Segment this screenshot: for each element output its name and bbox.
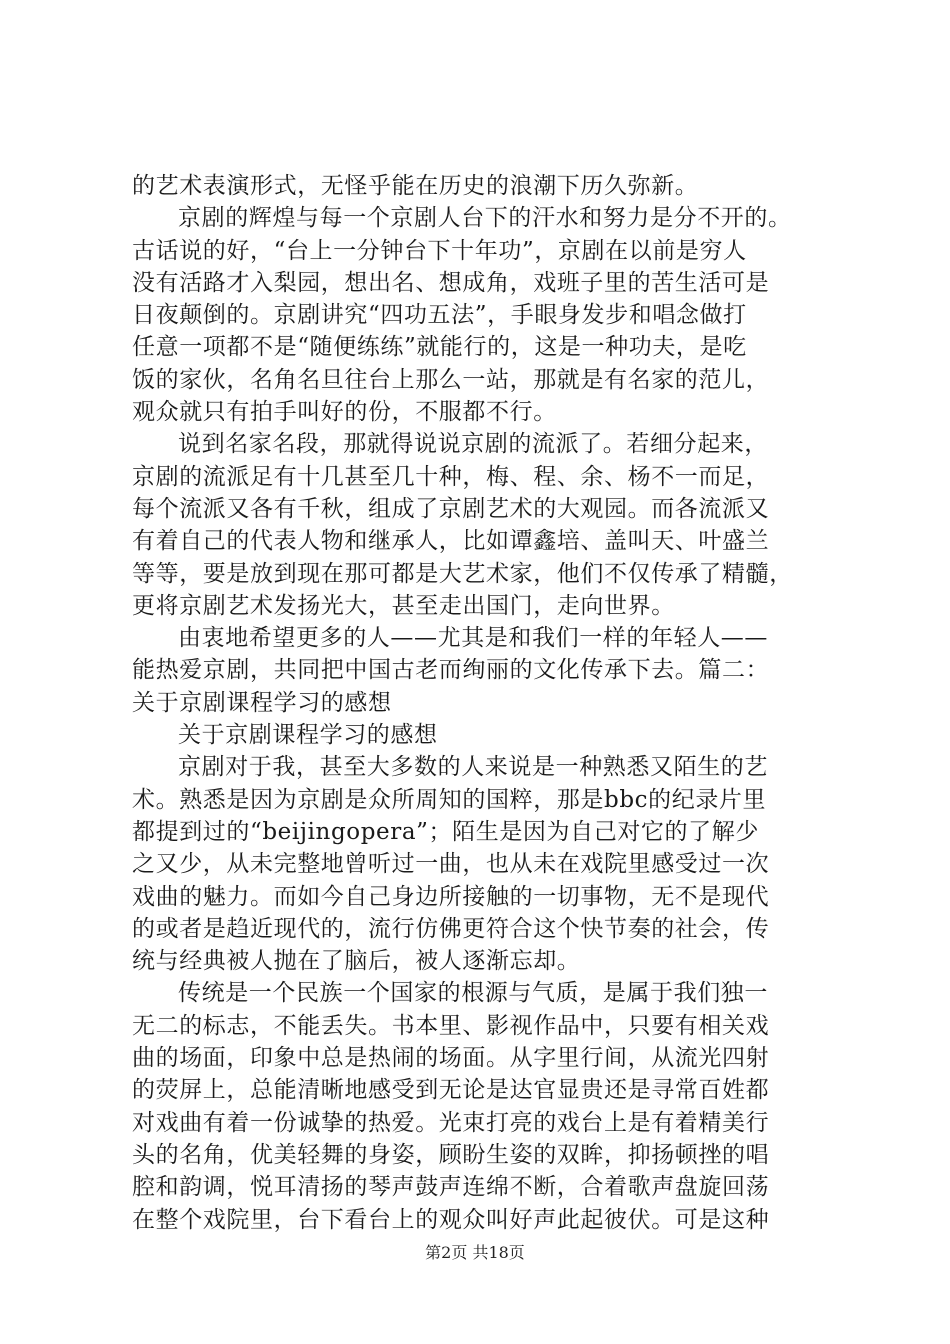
text-line: 腔和韵调，悦耳清扬的琴声鼓声连绵不断，合着歌声盘旋回荡 [132,1174,770,1201]
text-line: 观众就只有拍手叫好的份，不服都不行。 [132,399,557,426]
text-line: 没有活路才入梨园，想出名、想成角，戏班子里的苦生活可是 [132,269,770,296]
text-line: 能热爱京剧，共同把中国古老而绚丽的文化传承下去。篇二： [132,657,770,684]
text-line: 说到名家名段，那就得说说京剧的流派了。若细分起来， [178,431,768,458]
text-line: 头的名角，优美轻舞的身姿，顾盼生姿的双眸，抑扬顿挫的唱 [132,1141,770,1168]
text-line: 无二的标志，不能丢失。书本里、影视作品中，只要有相关戏 [132,1012,770,1039]
text-line: 等等，要是放到现在那可都是大艺术家，他们不仅传承了精髓， [132,560,793,587]
text-line: 京剧的辉煌与每一个京剧人台下的汗水和努力是分不开的。 [178,205,792,232]
text-line: 日夜颠倒的。京剧讲究“四功五法”，手眼身发步和唱念做打 [132,302,747,329]
text-line: 的艺术表演形式，无怪乎能在历史的浪潮下历久弥新。 [132,173,699,199]
text-line: 之又少，从未完整地曾听过一曲，也从未在戏院里感受过一次 [132,851,770,878]
text-line: 的或者是趋近现代的，流行仿佛更符合这个快节奏的社会，传 [132,915,770,942]
text-line: 由衷地希望更多的人——尤其是和我们一样的年轻人—— [178,625,768,652]
text-line: 传统是一个民族一个国家的根源与气质，是属于我们独一 [178,980,768,1007]
text-line: 古话说的好，“台上一分钟台下十年功”，京剧在以前是穷人 [132,237,747,264]
text-line: 的荧屏上，总能清晰地感受到无论是达官显贵还是寻常百姓都 [132,1077,770,1104]
text-line: 在整个戏院里，台下看台上的观众叫好声此起彼伏。可是这种 [132,1206,770,1233]
page-footer [0,1240,950,1263]
text-line: 术。熟悉是因为京剧是众所周知的国粹，那是bbc的纪录片里 [132,786,767,813]
text-line: 统与经典被人抛在了脑后，被人逐渐忘却。 [132,948,581,975]
text-line: 关于京剧课程学习的感想 [132,689,392,716]
text-line: 每个流派又各有千秋，组成了京剧艺术的大观园。而各流派又 [132,495,770,522]
text-line: 更将京剧艺术发扬光大，甚至走出国门，走向世界。 [132,592,675,619]
text-line: 关于京剧课程学习的感想 [178,722,438,749]
page-number: 第2页 共18页 [425,1243,525,1262]
text-line: 有着自己的代表人物和继承人，比如谭鑫培、盖叫天、叶盛兰 [132,528,770,555]
document-body [132,170,828,1236]
text-line: 任意一项都不是“随便练练”就能行的，这是一种功夫，是吃 [132,334,747,361]
text-line: 京剧对于我，甚至大多数的人来说是一种熟悉又陌生的艺 [178,754,768,781]
text-line: 饭的家伙，名角名旦往台上那么一站，那就是有名家的范儿， [132,366,770,393]
text-line: 都提到过的“beijingopera”；陌生是因为自己对它的了解少 [132,818,759,845]
text-line: 京剧的流派足有十几甚至几十种，梅、程、余、杨不一而足， [132,463,770,490]
text-line: 曲的场面，印象中总是热闹的场面。从字里行间，从流光四射 [132,1045,770,1072]
text-line: 戏曲的魅力。而如今自己身边所接触的一切事物，无不是现代 [132,883,770,910]
text-line: 对戏曲有着一份诚挚的热爱。光束打亮的戏台上是有着精美行 [132,1109,770,1136]
